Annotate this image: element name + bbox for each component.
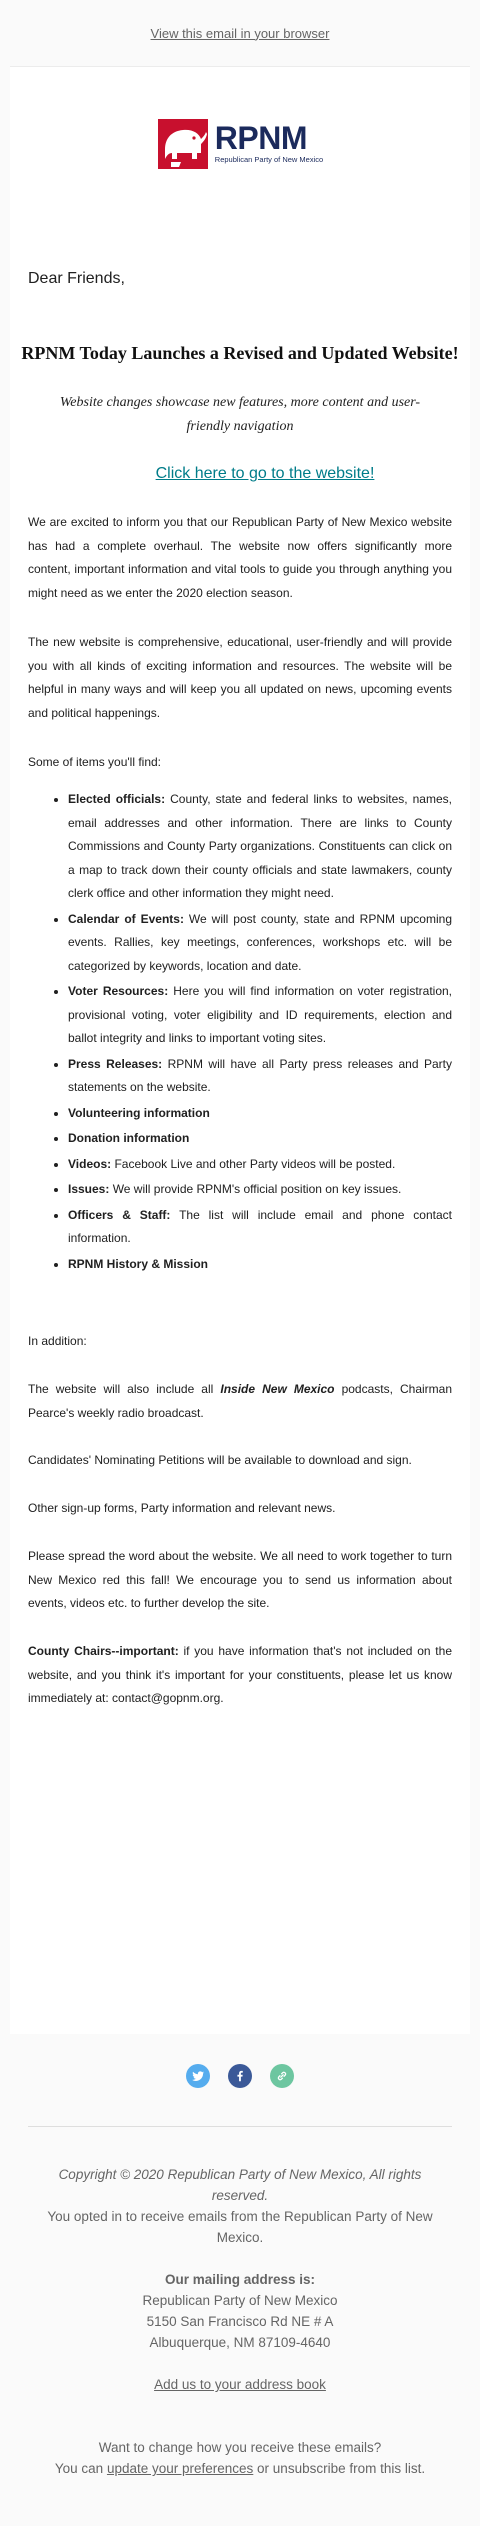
list-item: [68, 1053, 452, 1100]
county-chairs-paragraph: [28, 1640, 452, 1711]
candidates-paragraph: Candidates' Nominating Petitions will be available to download and sign.: [28, 1453, 412, 1467]
unsubscribe-text: or unsubscribe from this list.: [253, 2461, 426, 2476]
logo-subtitle: Republican Party of New Mexico: [214, 155, 324, 164]
item-text: Here you will find information on voter registration, provisional voting, voter eligibility and ID requirements, election and ballot integrity and links to important voting sites.: [68, 984, 453, 1045]
address-line-3: Albuquerque, NM 87109-4640: [149, 2335, 331, 2350]
list-item: [68, 1253, 452, 1277]
facebook-icon[interactable]: [228, 2064, 252, 2088]
items-intro: Some of items you'll find:: [28, 755, 162, 769]
description-paragraph: The new website is comprehensive, educational, user-friendly and will provide you with all kinds of exciting information and resources. The website will be helpful in many ways and will keep you all updated on news, upcoming events and political happenings.: [28, 635, 452, 720]
list-item: [68, 1204, 452, 1251]
item-label: Donation information: [68, 1131, 190, 1145]
item-text: County, state and federal links to websites, names, email addresses and other information. There are links to County Commissions and County Party organizations. Constituents can click on a map to track down their county officials and state lawmakers, county clerk office and other information they might need.: [68, 792, 452, 900]
website-cta-link[interactable]: Click here to go to the website!: [155, 465, 375, 482]
footer-divider: [28, 2126, 452, 2127]
item-label: Voter Resources:: [68, 984, 169, 998]
intro-paragraph: We are excited to inform you that our Republican Party of New Mexico website has had a complete overhaul. The website now offers significantly more content, important information and vital tools to guide you through anything you might need as we enter the 2020 election season.: [28, 515, 452, 600]
social-links: [0, 2064, 480, 2088]
logo-text: [215, 122, 323, 164]
footer-text: [34, 2164, 446, 2479]
opt-in-notice: You opted in to receive emails from the Republican Party of New Mexico.: [47, 2209, 433, 2245]
addition-heading: In addition:: [28, 1334, 87, 1348]
ins-before: The website will also include all: [28, 1382, 221, 1396]
address-line-1: Republican Party of New Mexico: [142, 2293, 338, 2308]
ins-after: podcasts, Chairman Pearce's weekly radio broadcast.: [28, 1382, 452, 1420]
logo-word: RPNM: [214, 120, 308, 156]
item-text: Facebook Live and other Party videos will be posted.: [111, 1156, 396, 1171]
logo-container: [10, 111, 470, 175]
headline: RPNM Today Launches a Revised and Updated Website!: [21, 343, 459, 363]
greeting: Dear Friends,: [28, 270, 125, 287]
elephant-logo-icon: [157, 115, 211, 171]
copyright: Copyright © 2020 Republican Party of New Mexico, All rights reserved.: [58, 2167, 422, 2203]
change-preferences-question: Want to change how you receive these emails?: [98, 2440, 382, 2455]
item-label: Volunteering information: [68, 1105, 210, 1120]
list-item: [68, 1102, 452, 1126]
update-preferences-link[interactable]: update your preferences: [106, 2461, 254, 2476]
features-list: [28, 788, 452, 1278]
inside-new-mexico-title: Inside New Mexico: [220, 1382, 335, 1396]
county-chairs-label: County Chairs--important:: [28, 1644, 179, 1658]
item-text: RPNM will have all Party press releases and Party statements on the website.: [68, 1056, 452, 1094]
list-item: [68, 1153, 452, 1177]
cta-container: [10, 465, 470, 483]
item-label: Videos:: [68, 1156, 112, 1171]
preheader: [0, 0, 480, 66]
spread-word-paragraph: Please spread the word about the website. We all need to work together to turn New Mexico red this fall! We encourage you to send us information about events, videos etc. to further develop the site.: [28, 1549, 452, 1610]
add-to-address-book-link[interactable]: Add us to your address book: [154, 2377, 326, 2392]
preferences-line: You can update your preferences or unsubscribe from this list.: [54, 2461, 426, 2476]
list-item: [68, 788, 452, 906]
subheadline: Website changes showcase new features, more content and user-friendly navigation: [59, 395, 421, 434]
list-item: [68, 1178, 452, 1202]
county-chairs-text: if you have information that's not included on the website, and you think it's important for your constituents, please let us know immediately at: contact@gopnm.org.: [28, 1644, 452, 1705]
item-label: Calendar of Events:: [68, 911, 184, 926]
link-icon[interactable]: [270, 2064, 294, 2088]
list-item: [68, 908, 452, 979]
list-item: [68, 1127, 452, 1151]
item-text: We will post county, state and RPNM upcoming events. Rallies, key meetings, conferences, workshops etc. will be categorized by keywords, location and date.: [68, 911, 452, 973]
twitter-icon[interactable]: [186, 2064, 210, 2088]
rpnm-logo[interactable]: [157, 111, 323, 175]
address-line-2: 5150 San Francisco Rd NE # A: [146, 2314, 334, 2329]
inside-nm-paragraph: [28, 1378, 452, 1425]
other-paragraph: Other sign-up forms, Party information and relevant news.: [28, 1501, 336, 1515]
item-label: Press Releases:: [68, 1056, 163, 1071]
view-in-browser-link[interactable]: View this email in your browser: [150, 25, 330, 41]
item-label: RPNM History & Mission: [68, 1256, 209, 1271]
item-label: Issues:: [68, 1182, 110, 1196]
list-item: [68, 980, 452, 1051]
item-text: The list will include email and phone contact information.: [68, 1207, 452, 1245]
item-label: Elected officials:: [68, 792, 166, 806]
footer: [0, 2034, 480, 2526]
mailing-address-label: Our mailing address is:: [164, 2272, 316, 2287]
email-body: [10, 66, 470, 2036]
item-label: Officers & Staff:: [68, 1207, 171, 1222]
item-text: We will provide RPNM's official position on key issues.: [109, 1182, 402, 1196]
